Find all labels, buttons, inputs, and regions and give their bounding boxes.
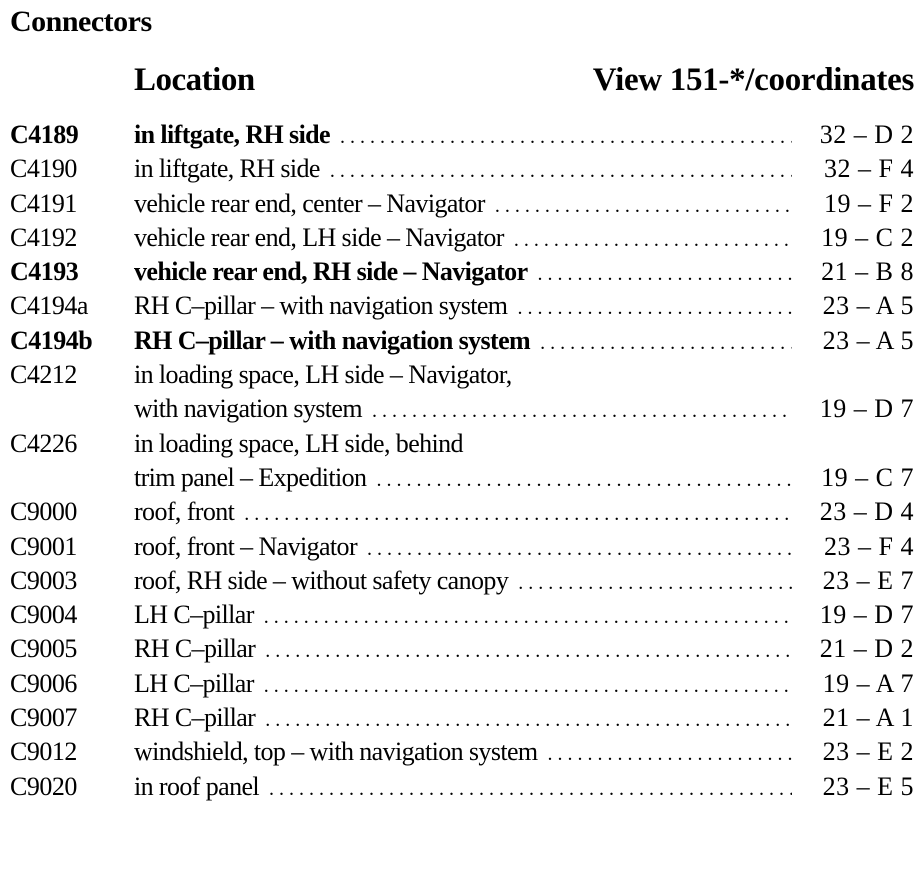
connector-location [134, 358, 924, 427]
location-line [134, 427, 924, 461]
connector-code: C9005 [10, 634, 77, 664]
connector-row [0, 152, 924, 186]
connector-code: C4212 [10, 360, 77, 390]
dot-leader [330, 153, 792, 188]
location-line [134, 632, 924, 666]
connector-location [134, 564, 924, 598]
location-line [134, 118, 924, 152]
view-coordinate: 19 – D 7 [819, 394, 914, 424]
view-coordinate: 23 – E 5 [822, 771, 914, 801]
location-line [134, 667, 924, 701]
location-text: RH C–pillar – with navigation system [134, 325, 531, 355]
connector-location [134, 289, 924, 323]
connector-code: C9001 [10, 531, 77, 561]
dot-leader [517, 290, 792, 325]
location-text: vehicle rear end, RH side – Navigator [134, 257, 528, 287]
location-line [134, 530, 924, 564]
view-coordinate: 19 – C 7 [821, 462, 914, 492]
connector-row [0, 667, 924, 701]
connector-code: C4226 [10, 428, 77, 458]
connector-row [0, 735, 924, 769]
connector-location [134, 632, 924, 666]
connector-row [0, 358, 924, 427]
connector-table [0, 118, 924, 804]
dot-leader [372, 393, 792, 428]
connector-location [134, 530, 924, 564]
connector-code: C9003 [10, 565, 77, 595]
connector-code: C9006 [10, 668, 77, 698]
connector-location [134, 770, 924, 804]
connector-location [134, 701, 924, 735]
view-coordinate: 21 – A 1 [822, 703, 914, 733]
connector-location [134, 427, 924, 496]
connector-location [134, 118, 924, 152]
view-coordinate: 32 – F 4 [824, 154, 914, 184]
location-line [134, 701, 924, 735]
connector-location [134, 187, 924, 221]
connector-location [134, 221, 924, 255]
connector-location [134, 495, 924, 529]
dot-leader [538, 256, 792, 291]
view-coordinate: 21 – D 2 [819, 634, 914, 664]
dot-leader [518, 565, 792, 600]
view-coordinate: 23 – E 2 [822, 737, 914, 767]
location-text: LH C–pillar [134, 600, 254, 630]
view-coordinate: 32 – D 2 [819, 120, 914, 149]
view-coordinate: 23 – A 5 [822, 325, 914, 355]
connector-code: C4193 [10, 257, 79, 287]
view-coordinates-column-header: View 151-*/coordinates [592, 62, 914, 98]
view-coordinate: 23 – A 5 [822, 291, 914, 321]
dot-leader [265, 633, 792, 668]
connector-row [0, 118, 924, 152]
location-text: roof, front – Navigator [134, 531, 358, 561]
connector-code: C4190 [10, 154, 77, 184]
view-coordinate: 19 – A 7 [822, 668, 914, 698]
dot-leader [540, 325, 792, 360]
location-text: with navigation system [134, 394, 362, 424]
location-text: in liftgate, RH side [134, 154, 320, 184]
location-line [134, 392, 924, 426]
view-coordinate: 19 – F 2 [824, 188, 914, 218]
connector-location [134, 598, 924, 632]
dot-leader [514, 222, 792, 257]
location-line [134, 255, 924, 289]
location-line [134, 324, 924, 358]
location-column-header: Location [134, 62, 255, 98]
location-line [134, 735, 924, 769]
location-text: LH C–pillar [134, 668, 254, 698]
connector-row [0, 564, 924, 598]
location-text: windshield, top – with navigation system [134, 737, 538, 767]
connector-row [0, 701, 924, 735]
location-line [134, 770, 924, 804]
connector-row [0, 289, 924, 323]
dot-leader [495, 188, 792, 223]
location-line [134, 221, 924, 255]
location-line [134, 358, 924, 392]
location-text: RH C–pillar – with navigation system [134, 291, 508, 321]
connector-row [0, 495, 924, 529]
dot-leader [367, 531, 792, 566]
dot-leader [244, 496, 792, 531]
section-title: Connectors [10, 5, 152, 38]
connector-row [0, 530, 924, 564]
view-coordinate: 23 – E 7 [822, 565, 914, 595]
location-text: roof, front [134, 497, 235, 527]
location-line [134, 461, 924, 495]
connector-code: C4192 [10, 222, 77, 252]
location-text: RH C–pillar [134, 703, 256, 733]
connector-code: C9007 [10, 703, 77, 733]
connector-row [0, 632, 924, 666]
location-text: in roof panel [134, 771, 260, 801]
view-coordinate: 19 – C 2 [821, 222, 914, 252]
connector-code: C4194b [10, 325, 93, 355]
connector-row [0, 598, 924, 632]
location-text: vehicle rear end, center – Navigator [134, 188, 485, 218]
connector-code: C9004 [10, 600, 77, 630]
dot-leader [376, 462, 792, 497]
location-line [134, 289, 924, 323]
connector-row [0, 770, 924, 804]
location-line [134, 598, 924, 632]
connector-location [134, 667, 924, 701]
connector-row [0, 255, 924, 289]
connector-row [0, 324, 924, 358]
connector-location [134, 255, 924, 289]
view-coordinate: 19 – D 7 [819, 600, 914, 630]
connector-code: C4189 [10, 120, 79, 149]
location-text: RH C–pillar [134, 634, 256, 664]
location-line [134, 187, 924, 221]
connector-code: C4194a [10, 291, 88, 321]
connector-row [0, 221, 924, 255]
dot-leader [264, 668, 792, 703]
connector-location [134, 324, 924, 358]
location-line [134, 495, 924, 529]
view-coordinate: 23 – F 4 [824, 531, 914, 561]
location-text: in loading space, LH side – Navigator, [134, 360, 512, 390]
connector-code: C9012 [10, 737, 77, 767]
connector-row [0, 187, 924, 221]
dot-leader [265, 702, 792, 737]
connector-location [134, 152, 924, 186]
connector-row [0, 427, 924, 496]
location-text: in loading space, LH side, behind [134, 428, 463, 458]
location-line [134, 152, 924, 186]
dot-leader [269, 771, 792, 806]
dot-leader [548, 736, 792, 771]
connector-code: C4191 [10, 188, 77, 218]
location-text: roof, RH side – without safety canopy [134, 565, 509, 595]
connector-code: C9000 [10, 497, 77, 527]
location-text: in liftgate, RH side [134, 120, 330, 149]
location-line [134, 564, 924, 598]
connector-location [134, 735, 924, 769]
connector-code: C9020 [10, 771, 77, 801]
dot-leader [264, 599, 792, 634]
view-coordinate: 21 – B 8 [821, 257, 914, 287]
location-text: vehicle rear end, LH side – Navigator [134, 222, 504, 252]
location-text: trim panel – Expedition [134, 462, 367, 492]
view-coordinate: 23 – D 4 [819, 497, 914, 527]
dot-leader [340, 119, 792, 154]
